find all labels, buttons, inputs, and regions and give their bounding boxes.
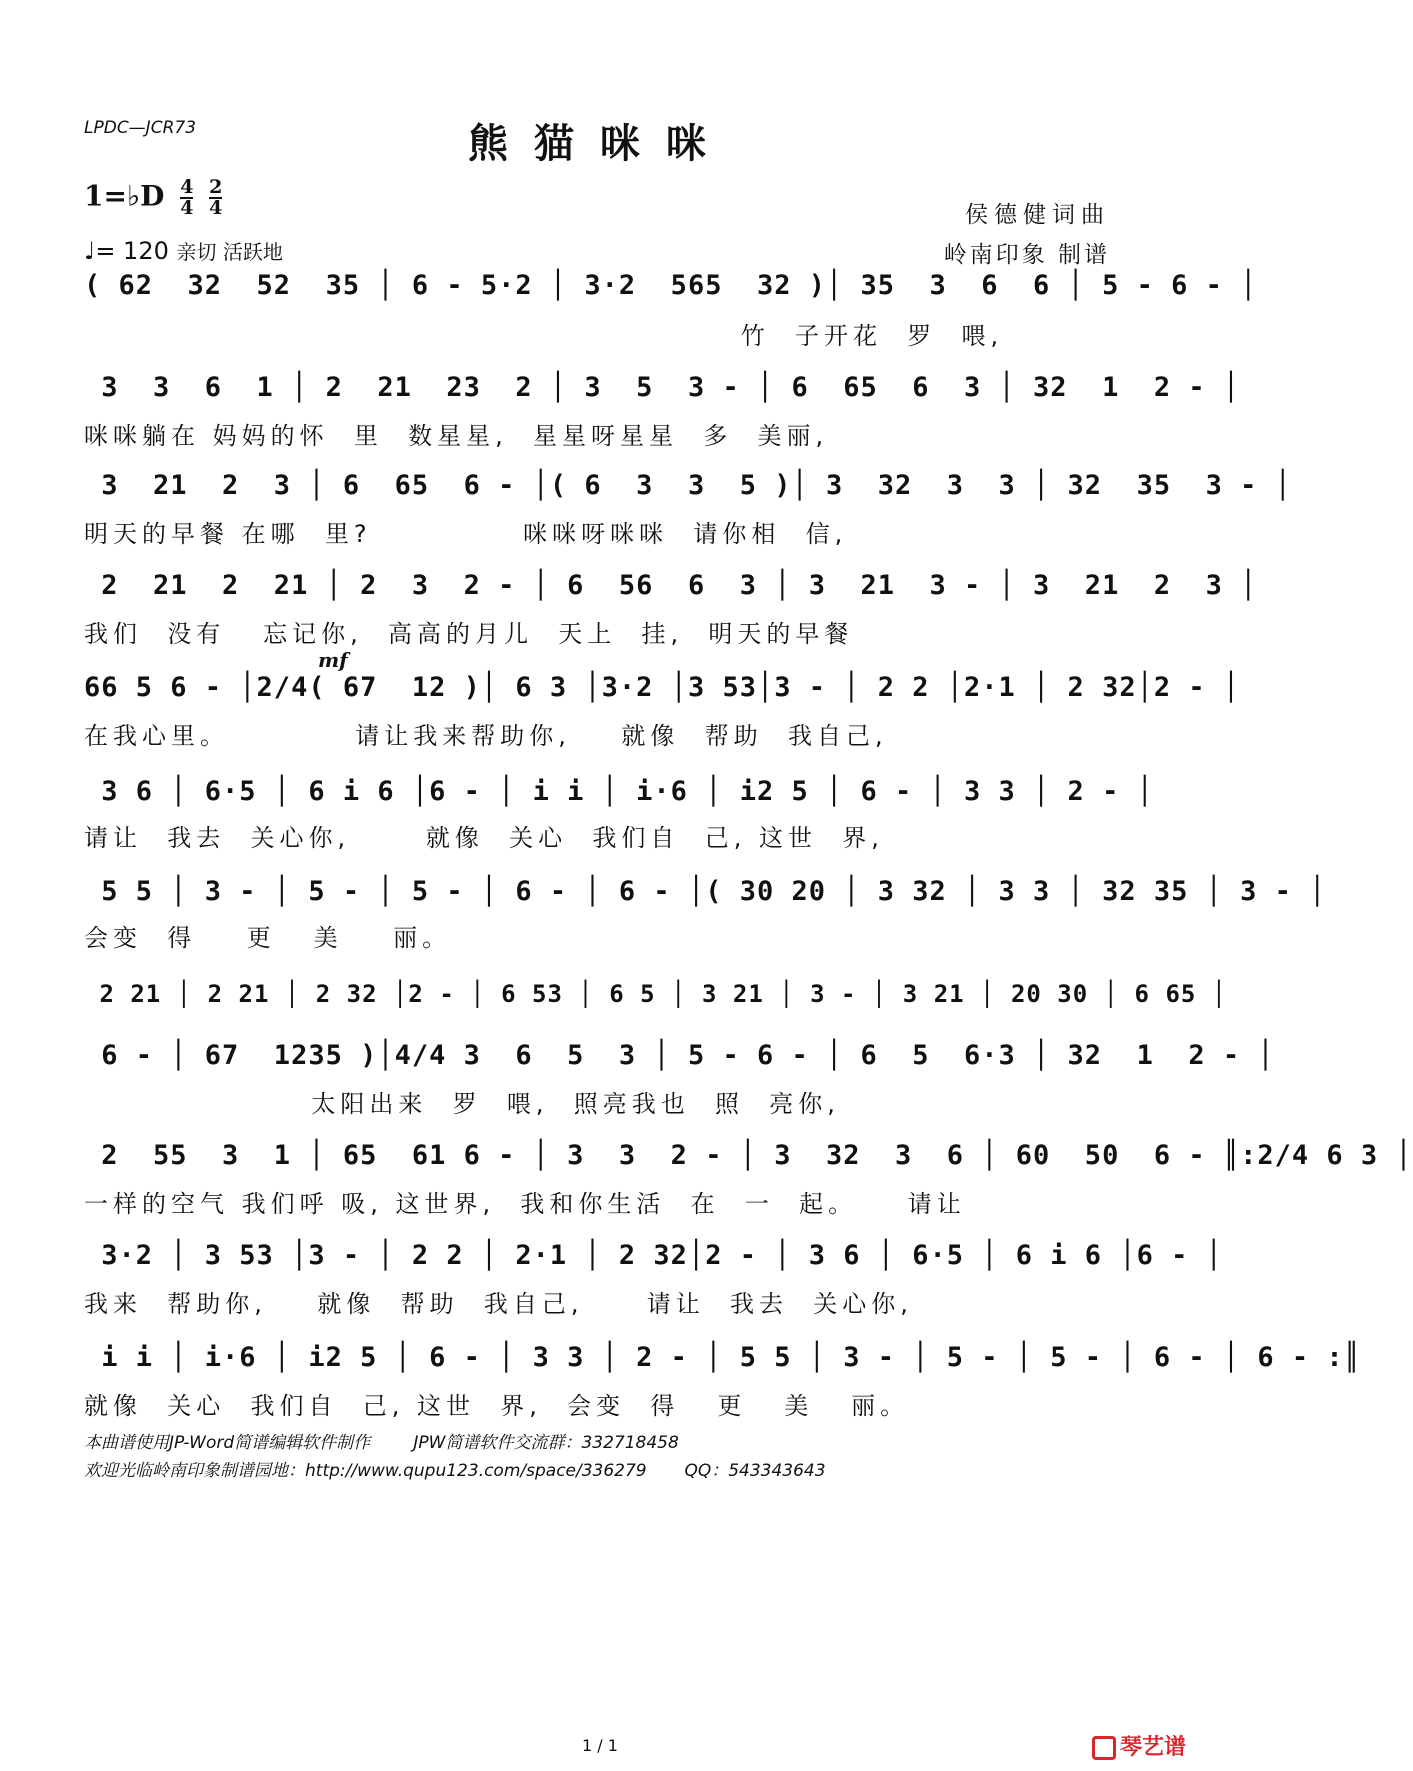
lyric-line: 太阳出来 罗 喂, 照亮我也 照 亮你, xyxy=(84,1090,840,1118)
key-signature xyxy=(84,178,222,218)
lyric-line: 在我心里。 请让我来帮助你, 就像 帮助 我自己, xyxy=(84,722,888,750)
notation-line: 2 21 │ 2 21 │ 2 32 │2 - │ 6 53 │ 6 5 │ 3 21 │ 3 - │ 3 21 │ 20 30 │ 6 65 │ xyxy=(84,980,1228,1008)
dynamic-mf: mf xyxy=(318,648,348,672)
page-title: 熊猫咪咪 xyxy=(468,120,732,167)
time-signature-2: $\frac{2}{4}$ xyxy=(209,176,223,219)
notation-line: 6 - │ 67 1235 )│4/4 3 6 5 3 │ 5 - 6 - │ 6 5 6·3 │ 32 1 2 - │ xyxy=(84,1040,1275,1071)
tempo-mood: 亲切 活跃地 xyxy=(176,240,283,264)
footer-software-note: 本曲谱使用JP-Word简谱编辑软件制作 JPW简谱软件交流群：332718458 xyxy=(84,1433,679,1453)
lyric-line: 一样的空气 我们呼 吸, 这世界, 我和你生活 在 一 起。 请让 xyxy=(84,1190,966,1218)
lyric-line: 竹 子开花 罗 喂, xyxy=(84,322,1004,350)
notation-line: ( 62 32 52 35 │ 6 - 5·2 │ 3·2 565 32 )│ 35 3 6 6 │ 5 - 6 - │ xyxy=(84,270,1258,301)
score-code: LPDC—JCR73 xyxy=(84,118,197,138)
notation-line: 5 5 │ 3 - │ 5 - │ 5 - │ 6 - │ 6 - │( 30 20 │ 3 32 │ 3 3 │ 32 35 │ 3 - │ xyxy=(84,876,1327,907)
lyric-line: 我们 没有 忘记你, 高高的月儿 天上 挂, 明天的早餐 xyxy=(84,620,854,648)
lyric-line: 就像 关心 我们自 己, 这世 界, 会变 得 更 美 丽。 xyxy=(84,1392,910,1420)
lyric-line: 请让 我去 关心你, 就像 关心 我们自 己, 这世 界, xyxy=(84,824,884,852)
page-number: 1 / 1 xyxy=(582,1736,618,1755)
notation-line: 3·2 │ 3 53 │3 - │ 2 2 │ 2·1 │ 2 32│2 - │ 3 6 │ 6·5 │ 6 i 6 │6 - │ xyxy=(84,1240,1223,1271)
notation-line: 2 21 2 21 │ 2 3 2 - │ 6 56 6 3 │ 3 21 3 - │ 3 21 2 3 │ xyxy=(84,570,1258,601)
tempo-marking: ♩= 120 亲切 活跃地 xyxy=(84,237,283,265)
notation-line: 3 6 │ 6·5 │ 6 i 6 │6 - │ i i │ i·6 │ i2 5 │ 6 - │ 3 3 │ 2 - │ xyxy=(84,776,1154,807)
notation-line: 2 55 3 1 │ 65 61 6 - │ 3 3 2 - │ 3 32 3 6 │ 60 50 6 - ║:2/4 6 3 │ xyxy=(84,1140,1413,1171)
key-label: 1=♭D xyxy=(84,179,165,213)
notation-line: 3 3 6 1 │ 2 21 23 2 │ 3 5 3 - │ 6 65 6 3 │ 32 1 2 - │ xyxy=(84,372,1241,403)
site-logo: 琴艺谱 xyxy=(1092,1730,1186,1761)
lyric-line: 会变 得 更 美 丽。 xyxy=(84,924,452,952)
logo-icon xyxy=(1092,1736,1116,1760)
notation-line: 66 5 6 - │2/4( 67 12 )│ 6 3 │3·2 │3 53│3 - │ 2 2 │2·1 │ 2 32│2 - │ xyxy=(84,672,1241,703)
lyric-line: 我来 帮助你, 就像 帮助 我自己, 请让 我去 关心你, xyxy=(84,1290,913,1318)
lyric-line: 明天的早餐 在哪 里? 咪咪呀咪咪 请你相 信, xyxy=(84,520,848,548)
lyric-line: 咪咪躺在 妈妈的怀 里 数星星, 星星呀星星 多 美丽, xyxy=(84,422,829,450)
time-signature-1: $\frac{4}{4}$ xyxy=(180,176,194,219)
footer-website-link[interactable]: 欢迎光临岭南印象制谱园地：http://www.qupu123.com/space/336279 QQ：543343643 xyxy=(84,1461,826,1481)
notation-line: 3 21 2 3 │ 6 65 6 - │( 6 3 3 5 )│ 3 32 3 3 │ 32 35 3 - │ xyxy=(84,470,1292,501)
author: 侯德健词曲 xyxy=(965,202,1110,228)
arranger: 岭南印象 制谱 xyxy=(943,242,1110,268)
notation-line: i i │ i·6 │ i2 5 │ 6 - │ 3 3 │ 2 - │ 5 5 │ 3 - │ 5 - │ 5 - │ 6 - │ 6 - :║ xyxy=(84,1342,1361,1373)
